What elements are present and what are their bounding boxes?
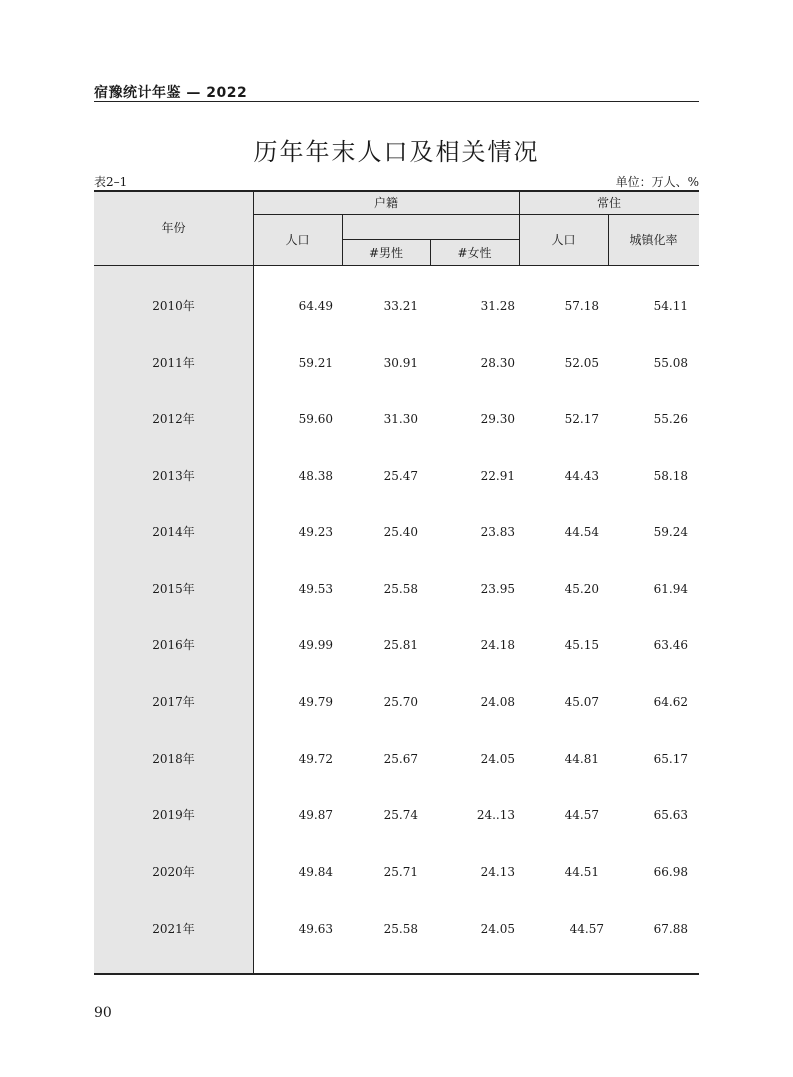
female-cell: 29.30 [480,411,515,426]
cz-pop-cell: 45.15 [564,637,599,652]
huji-pop-cell: 49.63 [298,921,333,936]
table-row [94,616,699,673]
page-number: 90 [94,1005,112,1021]
huji-pop-cell: 59.21 [298,355,333,370]
header-bottom-rule [94,265,699,266]
female-cell: 24.05 [480,921,515,936]
table-id: 表2–1 [94,175,128,189]
year-cell: 2016年 [152,638,195,652]
header-changzhu [519,190,699,214]
header-huji-label: 户籍 [373,195,398,210]
table-row [94,503,699,560]
year-cell: 2019年 [152,808,195,822]
male-cell: 25.58 [383,581,418,596]
huji-pop-cell: 49.87 [298,807,333,822]
header-female-label: #女性 [457,245,492,260]
year-cell: 2018年 [152,752,195,766]
male-cell: 25.74 [383,807,418,822]
urban-rate-cell: 63.46 [653,637,688,652]
huji-pop-cell: 48.38 [298,468,333,483]
huji-pop-cell: 64.49 [298,298,333,313]
male-cell: 30.91 [383,355,418,370]
header-cz-pop-label: 人口 [551,233,576,247]
table-top-rule [94,190,699,192]
female-cell: 24.05 [480,751,515,766]
header-rule [94,101,699,102]
male-cell: 31.30 [383,411,418,426]
cz-pop-cell: 57.18 [564,298,599,313]
table-bottom-rule [94,973,699,975]
header-urban-rate [608,214,699,265]
huji-pop-cell: 49.79 [298,694,333,709]
huji-pop-cell: 49.72 [298,751,333,766]
header-huji [253,190,519,214]
running-head: 宿豫统计年鉴 — 2022 [94,85,248,101]
male-cell: 25.58 [383,921,418,936]
header-huji-pop-label: 人口 [285,233,310,247]
table-row [94,786,699,843]
male-cell: 33.21 [383,298,418,313]
huji-pop-cell: 49.99 [298,637,333,652]
table-row [94,390,699,447]
year-cell: 2015年 [152,582,195,596]
year-cell: 2010年 [152,299,195,313]
urban-rate-cell: 55.26 [653,411,688,426]
table-row [94,277,699,334]
table-row [94,447,699,504]
header-year [94,190,253,265]
male-cell: 25.71 [383,864,418,879]
table-row [94,730,699,787]
urban-rate-cell: 64.62 [653,694,688,709]
urban-rate-cell: 61.94 [653,581,688,596]
cz-pop-cell: 52.17 [564,411,599,426]
unit-label: 单位：万人、% [615,175,699,189]
male-cell: 25.47 [383,468,418,483]
cz-pop-cell: 44.57 [564,807,599,822]
header-year-label: 年份 [161,221,186,235]
female-cell: 22.91 [480,468,515,483]
huji-pop-cell: 59.60 [298,411,333,426]
header-huji-sub-blank [342,214,519,239]
header-huji-pop [253,214,342,265]
cz-pop-cell: 52.05 [564,355,599,370]
header-changzhu-label: 常住 [596,195,621,210]
cz-pop-cell: 44.51 [564,864,599,879]
cz-pop-cell: 44.54 [564,524,599,539]
year-cell: 2012年 [152,412,195,426]
cz-pop-cell: 44.43 [564,468,599,483]
female-cell: 24.08 [480,694,515,709]
female-cell: 28.30 [480,355,515,370]
female-cell: 24..13 [476,807,515,822]
year-cell: 2020年 [152,865,195,879]
header-male-label: #男性 [368,245,404,260]
page-title: 历年年末人口及相关情况 [253,138,540,166]
data-table [94,190,699,974]
huji-pop-cell: 49.53 [298,581,333,596]
year-cell: 2017年 [152,695,195,709]
header-male [342,239,430,265]
urban-rate-cell: 66.98 [653,864,688,879]
cz-pop-cell: 44.57 [569,921,604,936]
year-cell: 2014年 [152,525,195,539]
male-cell: 25.67 [383,751,418,766]
group-divider [519,190,520,265]
cz-pop-cell: 45.20 [564,581,599,596]
urban-rate-cell: 65.17 [653,751,688,766]
cz-pop-cell: 44.81 [564,751,599,766]
male-cell: 25.40 [383,524,418,539]
male-cell: 25.70 [383,694,418,709]
header-divider-1 [342,214,343,265]
male-cell: 25.81 [383,637,418,652]
urban-rate-cell: 65.63 [653,807,688,822]
huji-pop-cell: 49.84 [298,864,333,879]
header-rule-1 [253,214,699,215]
year-cell: 2013年 [152,469,195,483]
table-row [94,900,699,957]
female-cell: 24.13 [480,864,515,879]
table-row [94,843,699,900]
urban-rate-cell: 55.08 [653,355,688,370]
cz-pop-cell: 45.07 [564,694,599,709]
table-row [94,673,699,730]
female-cell: 23.83 [480,524,515,539]
female-cell: 23.95 [480,581,515,596]
urban-rate-cell: 58.18 [653,468,688,483]
year-cell: 2021年 [152,922,195,936]
urban-rate-cell: 59.24 [653,524,688,539]
female-cell: 24.18 [480,637,515,652]
header-divider-3 [608,214,609,265]
urban-rate-cell: 54.11 [653,298,688,313]
table-row [94,560,699,617]
header-divider-2 [430,239,431,265]
header-female [430,239,519,265]
female-cell: 31.28 [480,298,515,313]
table-row [94,334,699,391]
urban-rate-cell: 67.88 [653,921,688,936]
header-urban-rate-label: 城镇化率 [629,233,678,247]
header-cz-pop [519,214,608,265]
huji-pop-cell: 49.23 [298,524,333,539]
year-cell: 2011年 [152,356,195,370]
